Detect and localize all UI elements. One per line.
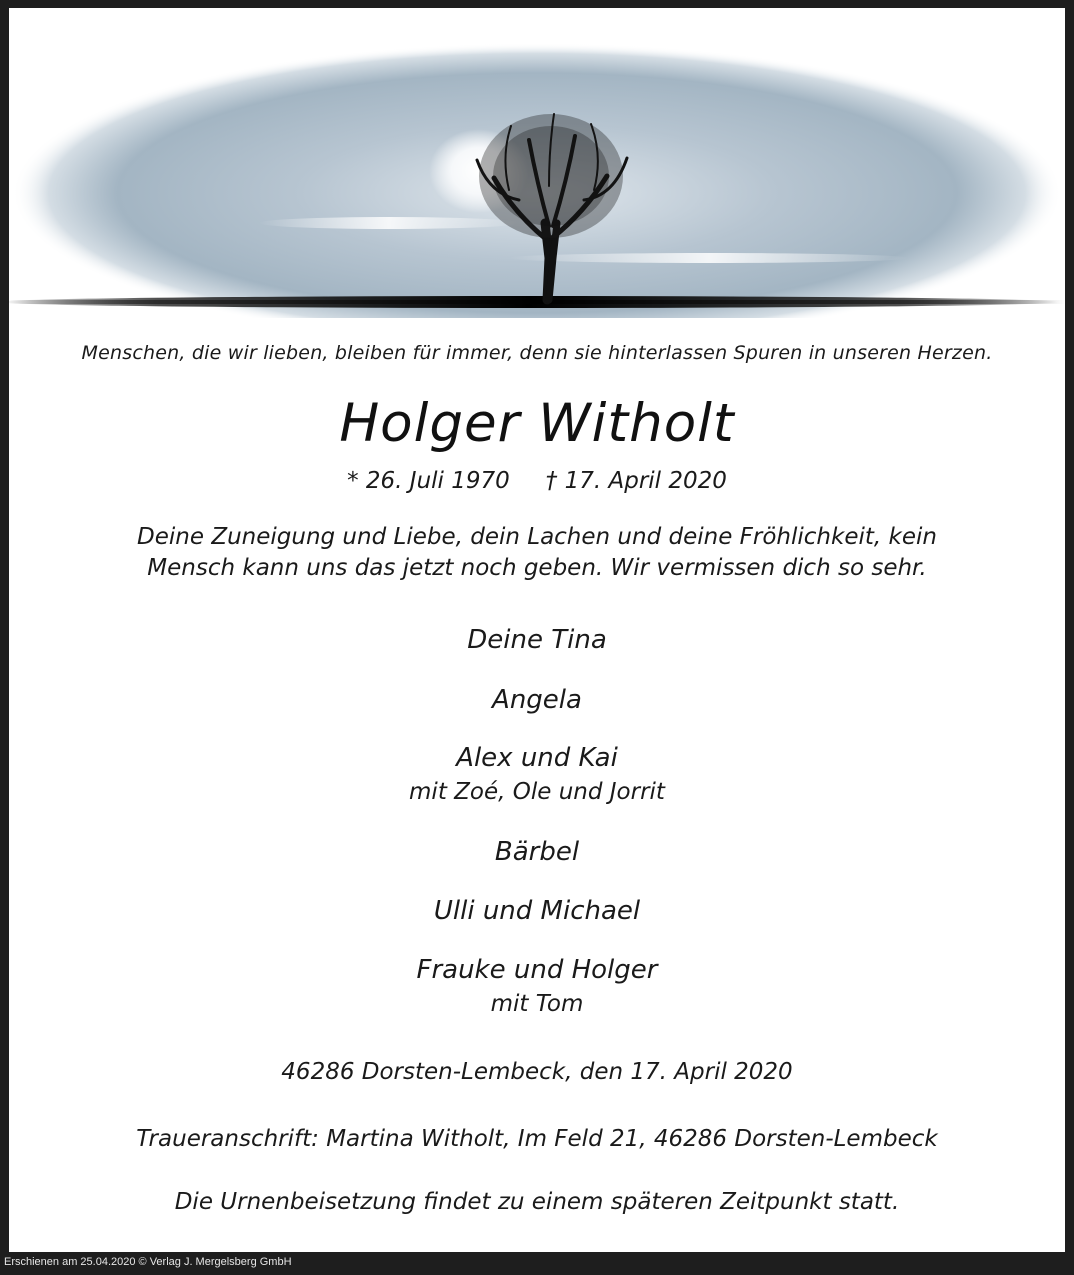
burial-notice: Die Urnenbeisetzung findet zu einem späteren Zeitpunkt statt.: [174, 1189, 900, 1215]
mourner-name: Deine Tina: [467, 625, 607, 655]
mourner-name: Frauke und Holger: [416, 955, 658, 985]
motto-quote: Menschen, die wir lieben, bleiben für immer, denn sie hinterlassen Spuren in unseren Herzen.: [81, 342, 993, 364]
publication-credit: Erschienen am 25.04.2020 © Verlag J. Mergelsberg GmbH: [4, 1256, 292, 1268]
mourner-subline: mit Zoé, Ole und Jorrit: [409, 779, 665, 805]
mourner-name: Ulli und Michael: [433, 896, 641, 926]
deceased-name: Holger Witholt: [339, 393, 735, 454]
farewell-message-line: Mensch kann uns das jetzt noch geben. Wir vermissen dich so sehr.: [147, 555, 927, 581]
mourner-name: Bärbel: [494, 837, 580, 867]
mourner-name: Alex und Kai: [456, 743, 618, 773]
farewell-message-line: Deine Zuneigung und Liebe, dein Lachen und deine Fröhlichkeit, kein: [137, 524, 937, 550]
mourner-subline: mit Tom: [490, 991, 584, 1017]
obituary-card: [9, 8, 1065, 1252]
mourning-address: Traueranschrift: Martina Witholt, Im Feld 21, 46286 Dorsten-Lembeck: [136, 1126, 938, 1152]
mourner-name: Angela: [492, 685, 582, 715]
place-and-date: 46286 Dorsten-Lembeck, den 17. April 2020: [281, 1059, 793, 1085]
death-date: † 17. April 2020: [545, 468, 727, 494]
tree-illustration: [9, 8, 1065, 318]
birth-date: * 26. Juli 1970: [347, 468, 510, 494]
life-dates: [9, 467, 1065, 496]
farewell-message: [9, 522, 1065, 584]
